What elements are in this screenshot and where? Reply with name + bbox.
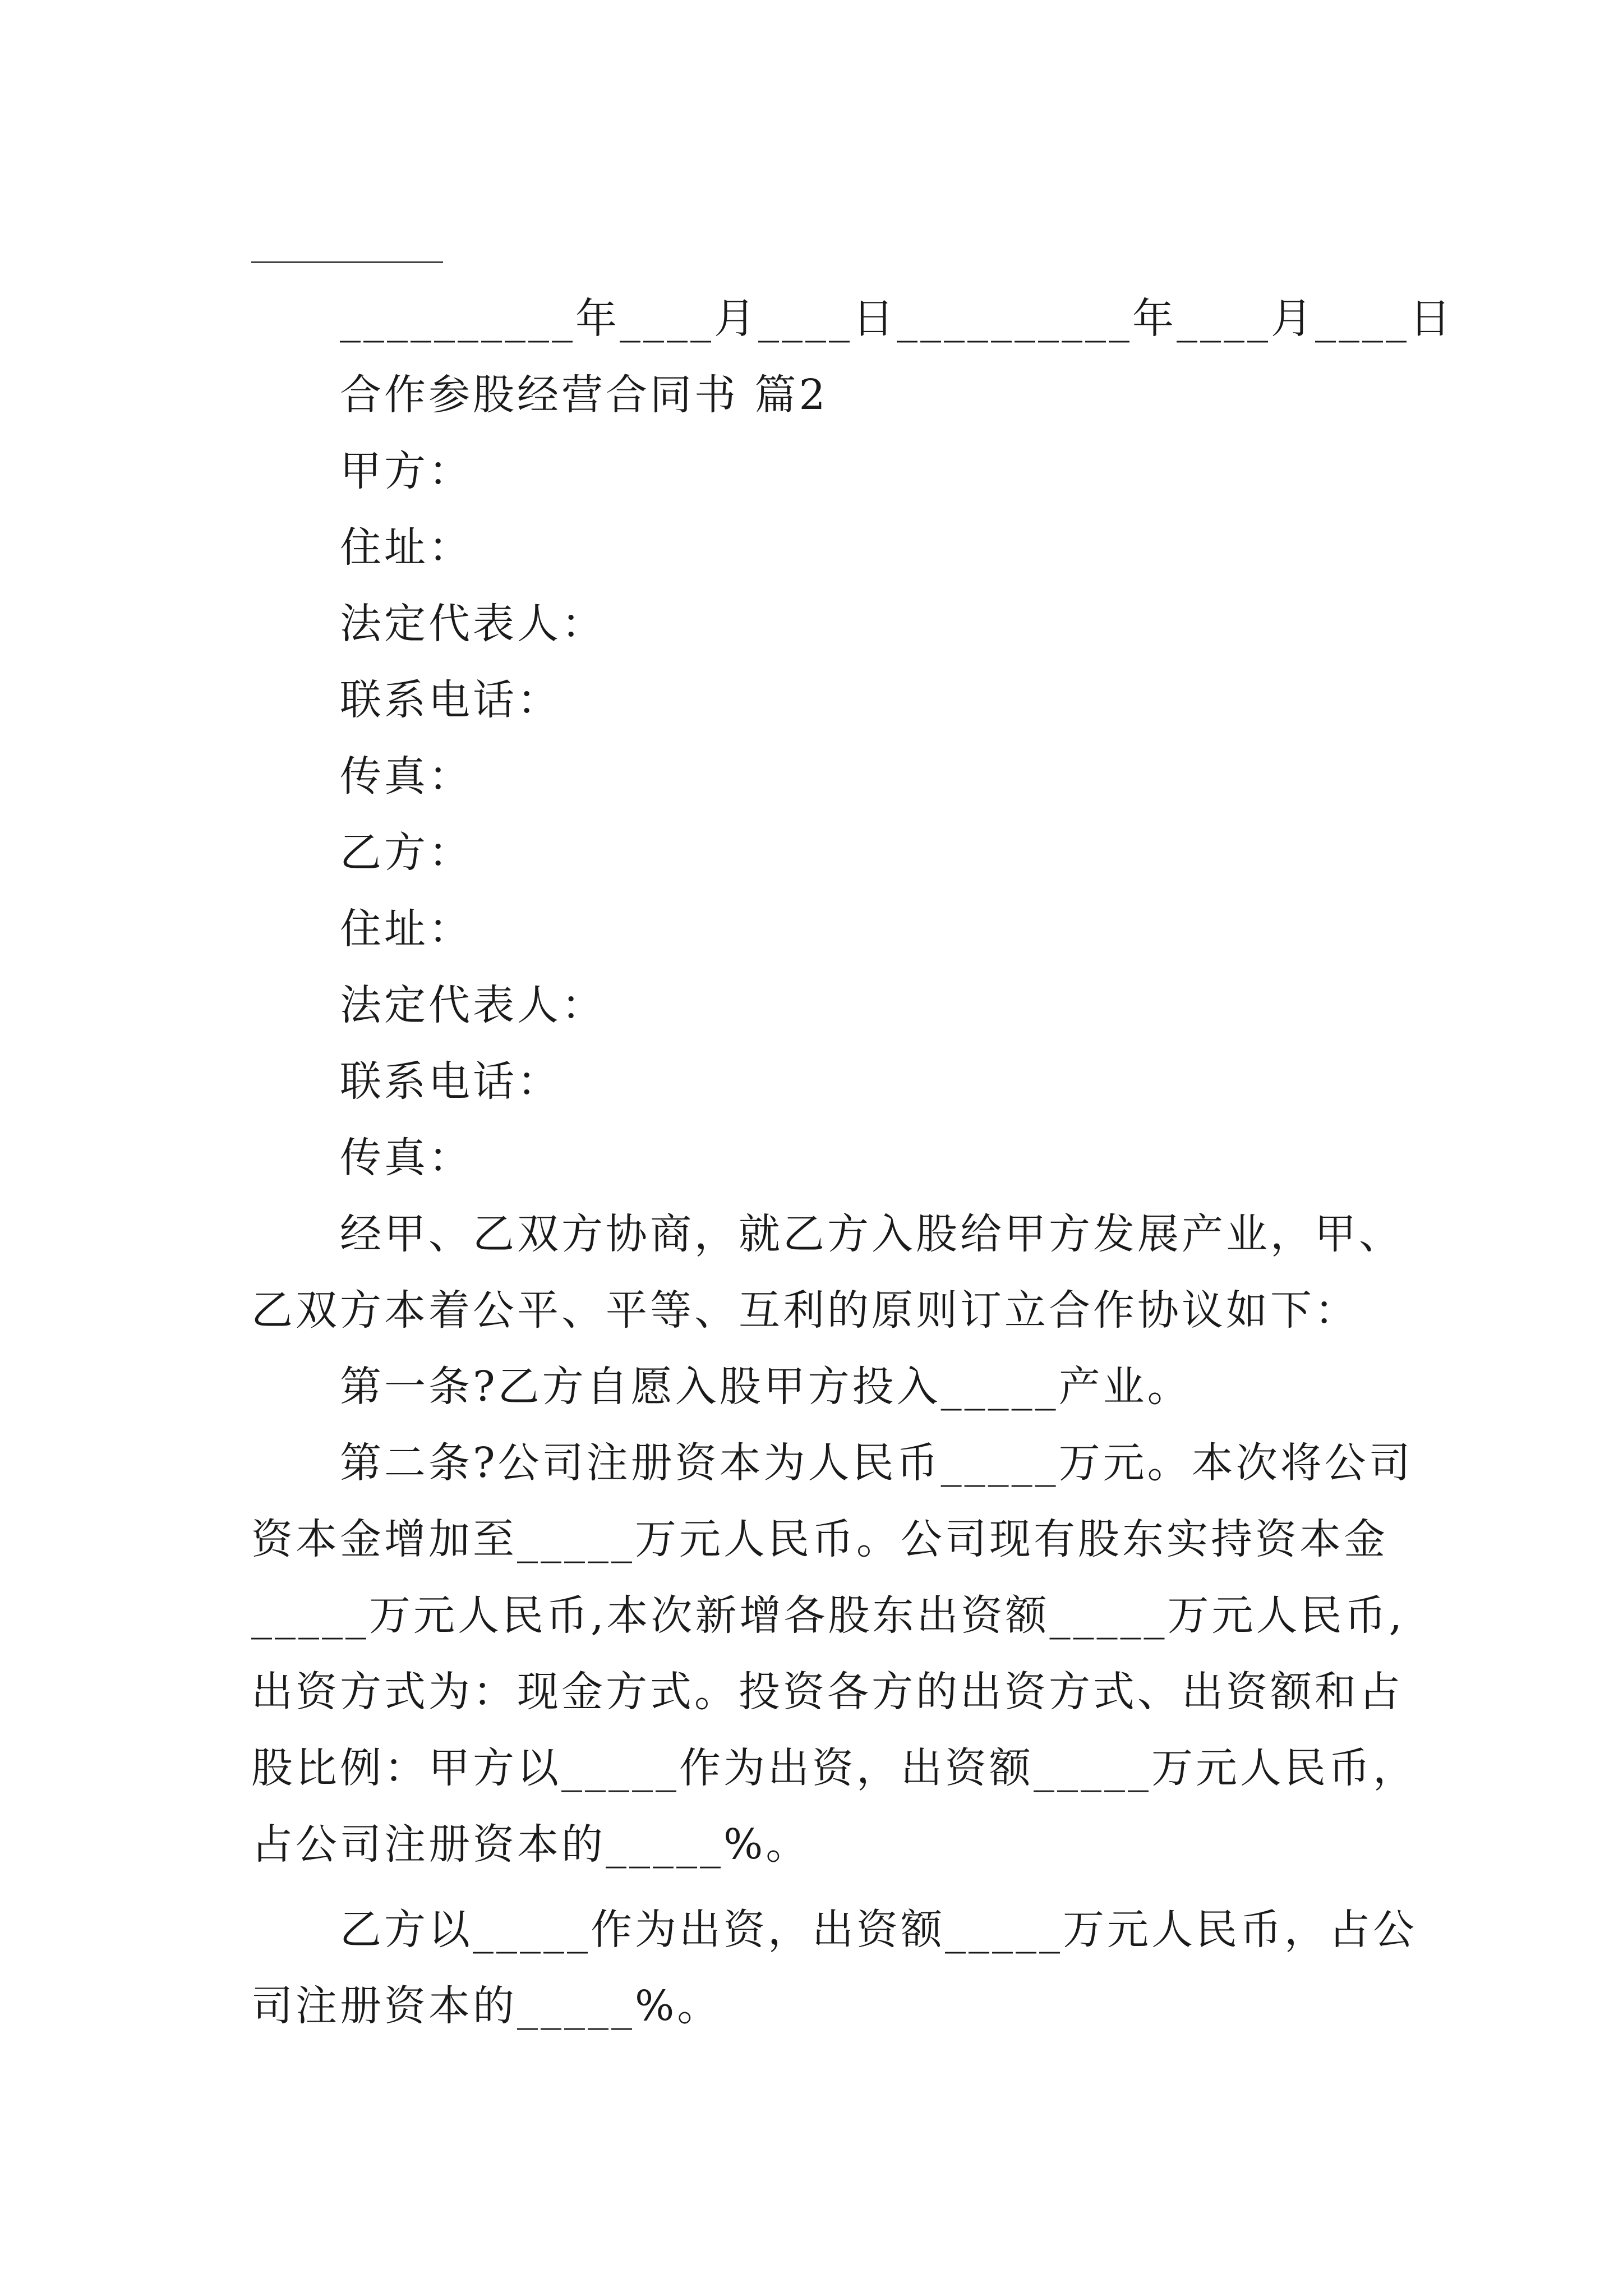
article-2-line-2: 资本金增加至_____万元人民币。公司现有股东实持资本金 xyxy=(251,1515,1388,1563)
preamble-line-2: 乙双方本着公平、平等、互利的原则订立合作协议如下： xyxy=(251,1286,1359,1335)
preamble-line-1: 经甲、乙双方协商，就乙方入股给甲方发展产业，甲、 xyxy=(340,1210,1403,1258)
signature-rule xyxy=(251,261,443,263)
party-b-legal-rep-label: 法定代表人： xyxy=(340,981,606,1029)
party-a-address-label: 住址： xyxy=(340,523,473,572)
article-2-line-1: 第二条?公司注册资本为人民币_____万元。本次将公司 xyxy=(340,1439,1413,1487)
party-a-legal-rep-label: 法定代表人： xyxy=(340,600,606,648)
article-2-line-3: _____万元人民币,本次新增各股东出资额_____万元人民币, xyxy=(251,1591,1405,1640)
party-a-fax-label: 传真： xyxy=(340,752,473,800)
party-b-fax-label: 传真： xyxy=(340,1134,473,1182)
article-2-line-5: 股比例：甲方以_____作为出资，出资额_____万元人民币， xyxy=(251,1744,1417,1792)
article-1: 第一条?乙方自愿入股甲方投入_____产业。 xyxy=(340,1363,1192,1411)
party-a-phone-label: 联系电话： xyxy=(340,676,561,724)
party-b-contribution-line-1: 乙方以_____作为出资，出资额_____万元人民币，占公 xyxy=(340,1906,1417,1954)
article-2-line-6: 占公司注册资本的_____%。 xyxy=(251,1820,810,1869)
article-2-line-4: 出资方式为：现金方式。投资各方的出资方式、出资额和占 xyxy=(251,1668,1403,1716)
party-a-name-label: 甲方： xyxy=(340,447,473,495)
party-b-contribution-line-2: 司注册资本的_____%。 xyxy=(251,1982,722,2030)
party-b-name-label: 乙方： xyxy=(340,829,473,877)
signature-date-line: __________年____月____日__________年____月____日 xyxy=(340,295,1454,343)
party-b-address-label: 住址： xyxy=(340,905,473,953)
section-heading: 合作参股经营合同书 篇2 xyxy=(340,371,828,419)
party-b-phone-label: 联系电话： xyxy=(340,1057,561,1106)
